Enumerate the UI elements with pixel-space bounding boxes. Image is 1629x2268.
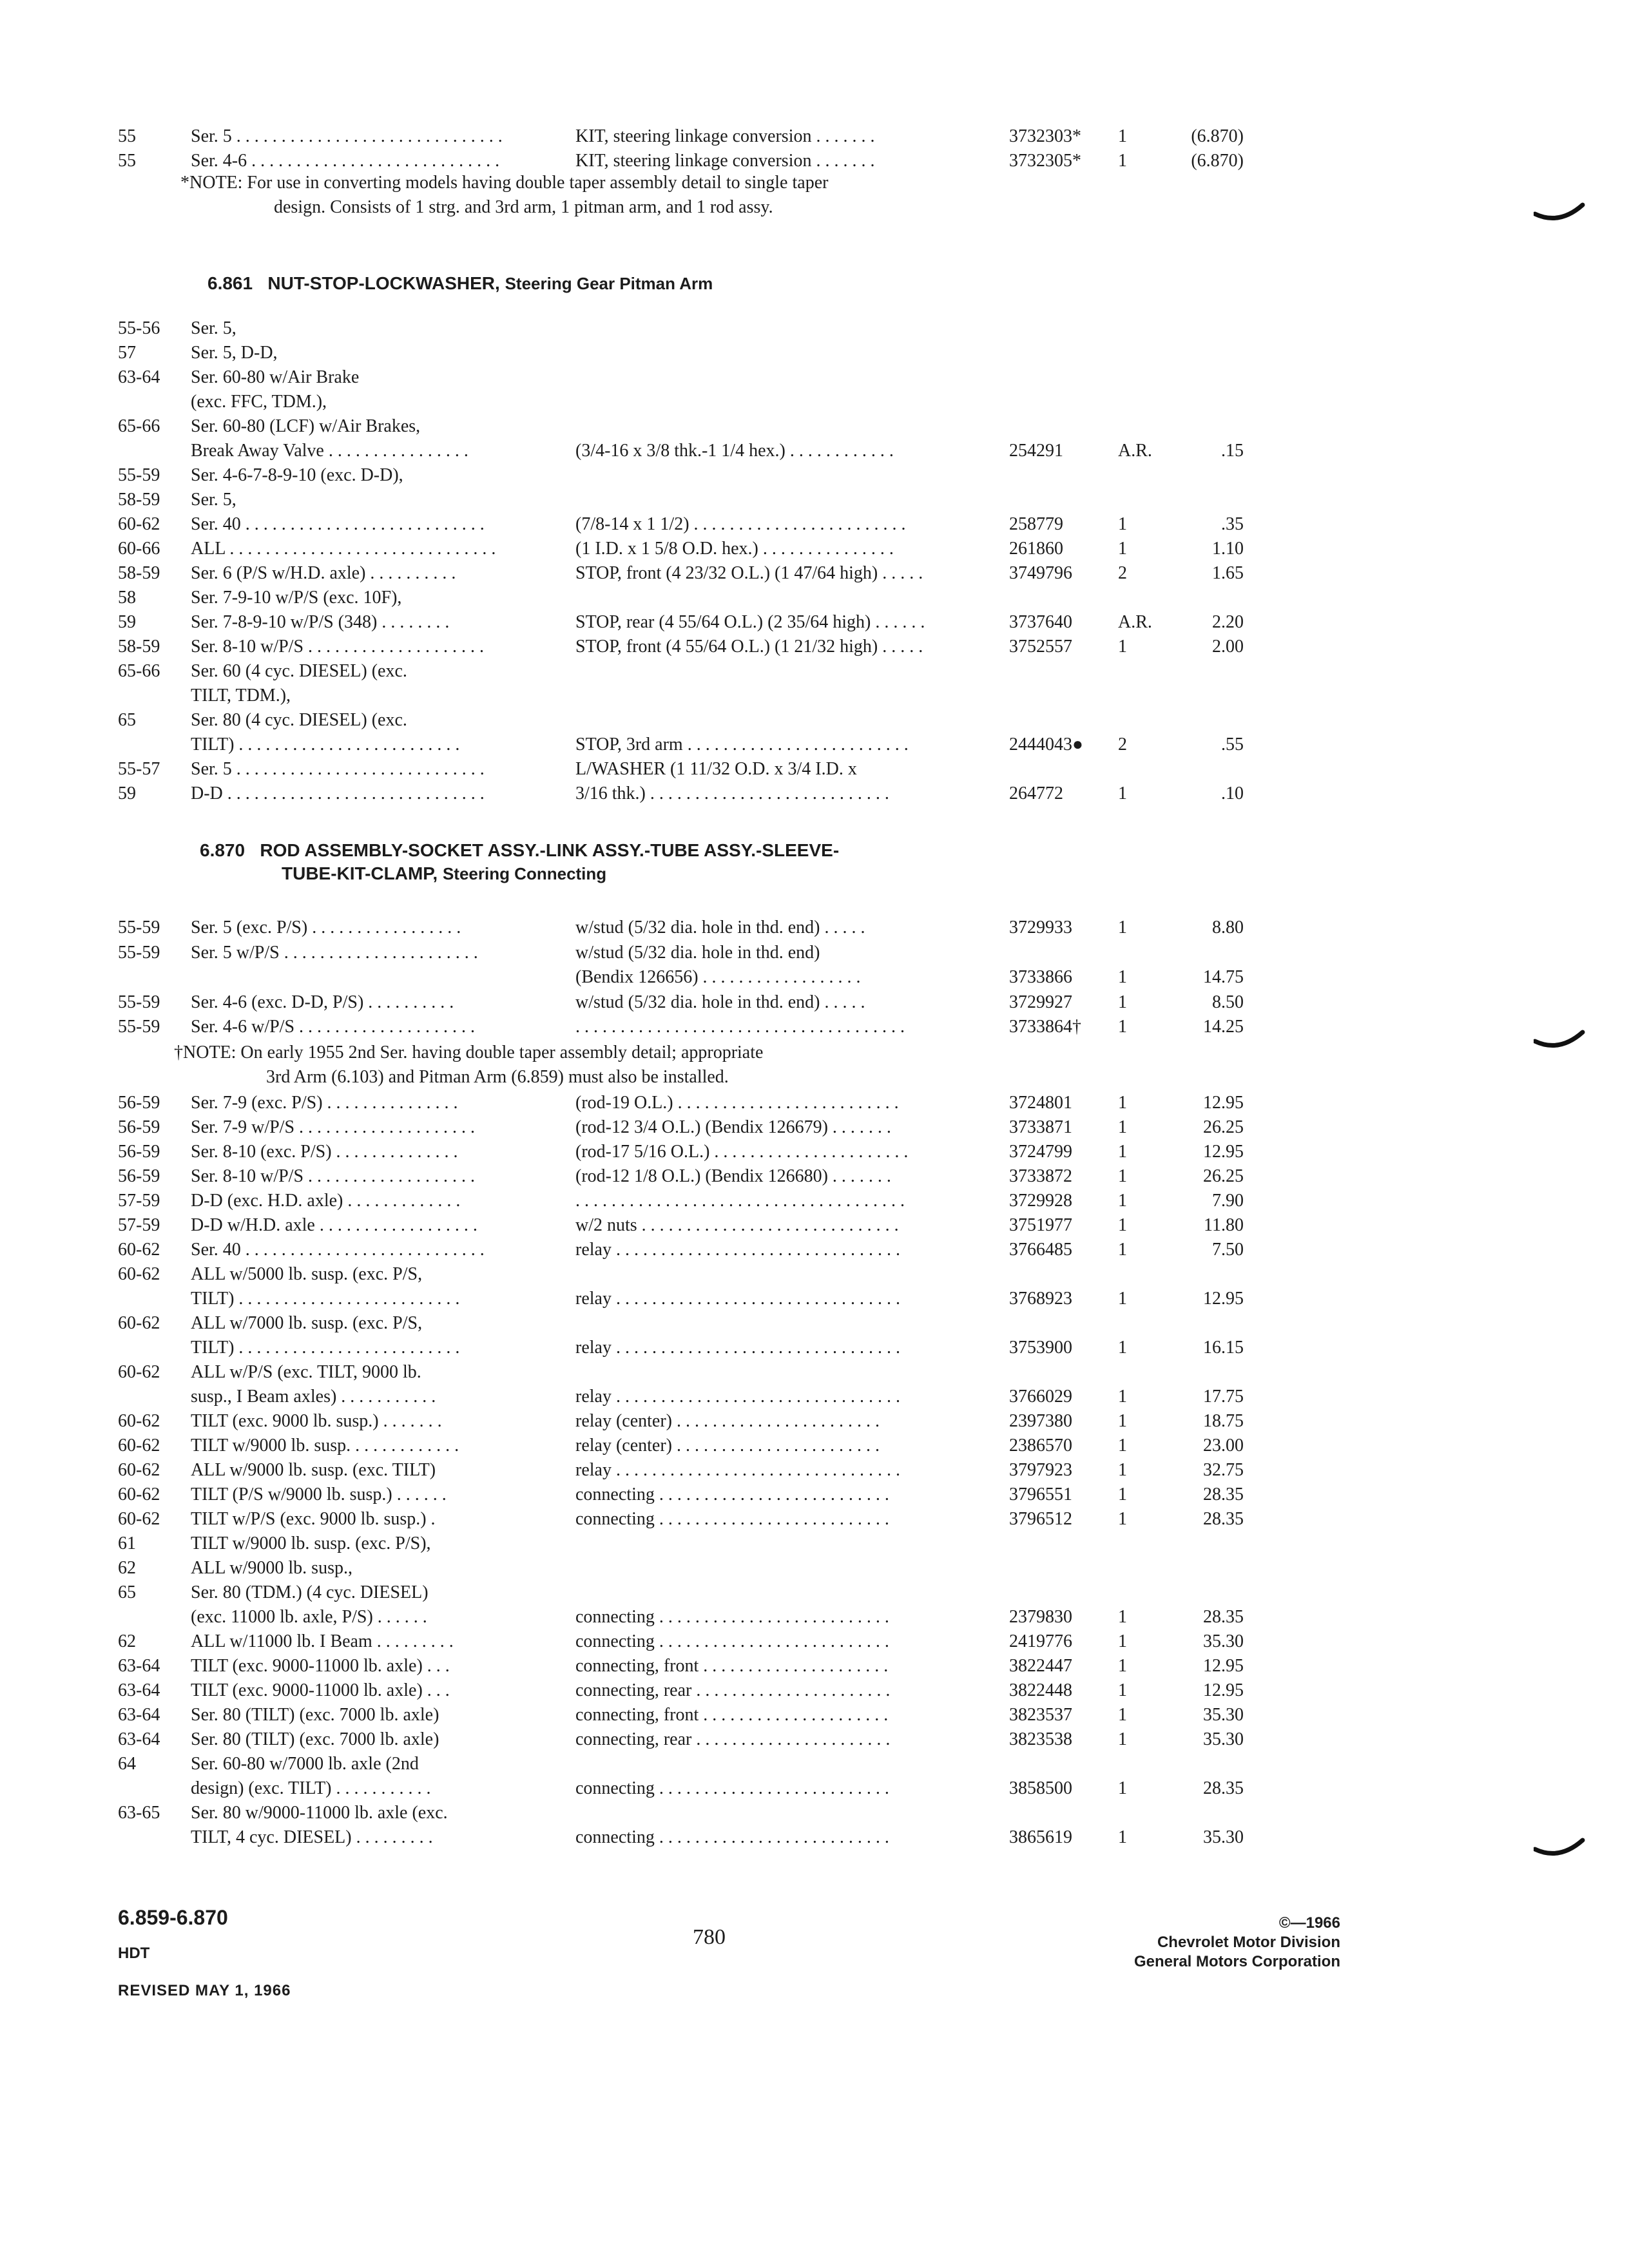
model-cell: Ser. 80 (TDM.) (4 cyc. DIESEL)	[191, 1582, 429, 1602]
item-cell: KIT, steering linkage conversion . . . . . . .	[575, 126, 875, 146]
item-cell: (Bendix 126656) . . . . . . . . . . . . . . . . . .	[575, 967, 861, 987]
part-number-cell: 3822447	[1009, 1656, 1072, 1676]
part-number-cell: 3737640	[1009, 612, 1072, 632]
item-cell: . . . . . . . . . . . . . . . . . . . . . . . . . . . . . . . . . . . . .	[575, 1191, 905, 1211]
model-cell: Ser. 80 (TILT) (exc. 7000 lb. axle)	[191, 1729, 439, 1749]
item-cell: (rod-17 5/16 O.L.) . . . . . . . . . . . . . . . . . . . . . .	[575, 1142, 909, 1162]
part-number-cell: 3751977	[1009, 1215, 1072, 1235]
year-cell: 60-62	[118, 1362, 160, 1382]
price-cell: 17.75	[1203, 1387, 1244, 1407]
quantity-cell: 1	[1118, 1240, 1127, 1260]
section-6870-title: ROD ASSEMBLY-SOCKET ASSY.-LINK ASSY.-TUBE ASSY.-SLEEVE-	[260, 840, 840, 860]
quantity-cell: 1	[1118, 1411, 1127, 1431]
item-cell: connecting . . . . . . . . . . . . . . . . . . . . . . . . . .	[575, 1509, 889, 1529]
price-cell: 7.50	[1212, 1240, 1244, 1260]
model-cell: Ser. 60-80 w/7000 lb. axle (2nd	[191, 1754, 419, 1774]
quantity-cell: 1	[1118, 1680, 1127, 1700]
part-number-cell: 2419776	[1009, 1631, 1072, 1651]
price-cell: 2.00	[1212, 637, 1244, 657]
model-cell: ALL w/7000 lb. susp. (exc. P/S,	[191, 1313, 423, 1333]
price-cell: 1.65	[1212, 563, 1244, 583]
quantity-cell: 1	[1118, 1093, 1127, 1113]
footer-revised: REVISED MAY 1, 1966	[118, 1982, 291, 1999]
model-cell: Ser. 4-6 w/P/S . . . . . . . . . . . . . . . . . . . .	[191, 1017, 476, 1037]
quantity-cell: 2	[1118, 735, 1127, 754]
model-cell: TILT) . . . . . . . . . . . . . . . . . . . . . . . . .	[191, 1338, 460, 1358]
year-cell: 56-59	[118, 1117, 160, 1137]
part-number-cell: 2444043●	[1009, 735, 1083, 754]
price-cell: 28.35	[1203, 1509, 1244, 1529]
item-cell: connecting . . . . . . . . . . . . . . . . . . . . . . . . . .	[575, 1485, 889, 1504]
price-cell: 7.90	[1212, 1191, 1244, 1211]
year-cell: 59	[118, 612, 136, 632]
model-cell: (exc. FFC, TDM.),	[191, 392, 327, 412]
part-number-cell: 3729927	[1009, 992, 1072, 1012]
quantity-cell: 1	[1118, 1509, 1127, 1529]
footer-series: HDT	[118, 1945, 150, 1962]
model-cell: TILT) . . . . . . . . . . . . . . . . . . . . . . . . .	[191, 735, 460, 754]
model-cell: Ser. 8-10 (exc. P/S) . . . . . . . . . . . . . .	[191, 1142, 458, 1162]
price-cell: 26.25	[1203, 1117, 1244, 1137]
price-cell: 16.15	[1203, 1338, 1244, 1358]
year-cell: 63-64	[118, 1680, 160, 1700]
item-cell: relay . . . . . . . . . . . . . . . . . . . . . . . . . . . . . . . .	[575, 1387, 900, 1407]
quantity-cell: 1	[1118, 918, 1127, 937]
year-cell: 61	[118, 1533, 136, 1553]
price-cell: 23.00	[1203, 1436, 1244, 1456]
quantity-cell: 1	[1118, 1017, 1127, 1037]
quantity-cell: 1	[1118, 1778, 1127, 1798]
model-cell: D-D (exc. H.D. axle) . . . . . . . . . . . . .	[191, 1191, 461, 1211]
section-6861-heading	[207, 272, 713, 295]
model-cell: ALL w/11000 lb. I Beam . . . . . . . . .	[191, 1631, 454, 1651]
part-number-cell: 264772	[1009, 783, 1063, 803]
price-cell: 14.75	[1203, 967, 1244, 987]
part-number-cell: 3766485	[1009, 1240, 1072, 1260]
model-cell: TILT (exc. 9000-11000 lb. axle) . . .	[191, 1680, 450, 1700]
item-cell: w/2 nuts . . . . . . . . . . . . . . . . . . . . . . . . . . . . .	[575, 1215, 899, 1235]
item-cell: relay (center) . . . . . . . . . . . . . . . . . . . . . . .	[575, 1411, 880, 1431]
item-cell: . . . . . . . . . . . . . . . . . . . . . . . . . . . . . . . . . . . . .	[575, 1017, 905, 1037]
model-cell: ALL w/5000 lb. susp. (exc. P/S,	[191, 1264, 423, 1284]
item-cell: L/WASHER (1 11/32 O.D. x 3/4 I.D. x	[575, 759, 857, 779]
model-cell: Ser. 5,	[191, 318, 236, 338]
model-cell: Ser. 40 . . . . . . . . . . . . . . . . . . . . . . . . . . .	[191, 514, 485, 534]
kit-note-line-2: design. Consists of 1 strg. and 3rd arm, 1 pitman arm, and 1 rod assy.	[274, 197, 773, 217]
model-cell: Ser. 6 (P/S w/H.D. axle) . . . . . . . . . .	[191, 563, 456, 583]
section-6870-heading-line-2	[282, 862, 606, 885]
year-cell: 55	[118, 126, 136, 146]
part-number-cell: 3858500	[1009, 1778, 1072, 1798]
item-cell: (3/4-16 x 3/8 thk.-1 1/4 hex.) . . . . . . . . . . . .	[575, 441, 894, 461]
price-cell: .35	[1221, 514, 1244, 534]
item-cell: (rod-19 O.L.) . . . . . . . . . . . . . . . . . . . . . . . . .	[575, 1093, 899, 1113]
quantity-cell: 1	[1118, 1289, 1127, 1309]
year-cell: 60-62	[118, 1240, 160, 1260]
item-cell: (rod-12 1/8 O.L.) (Bendix 126680) . . . . . . .	[575, 1166, 891, 1186]
model-cell: ALL w/9000 lb. susp. (exc. TILT)	[191, 1460, 436, 1480]
price-cell: .55	[1221, 735, 1244, 754]
quantity-cell: 1	[1118, 1485, 1127, 1504]
year-cell: 63-64	[118, 1656, 160, 1676]
model-cell: susp., I Beam axles) . . . . . . . . . . .	[191, 1387, 436, 1407]
part-number-cell: 3768923	[1009, 1289, 1072, 1309]
quantity-cell: 1	[1118, 539, 1127, 559]
quantity-cell: 1	[1118, 514, 1127, 534]
year-cell: 60-62	[118, 1485, 160, 1504]
section-6870-number: 6.870	[200, 840, 246, 860]
item-cell: relay . . . . . . . . . . . . . . . . . . . . . . . . . . . . . . . .	[575, 1338, 900, 1358]
year-cell: 60-62	[118, 1411, 160, 1431]
quantity-cell: 1	[1118, 1387, 1127, 1407]
model-cell: TILT w/P/S (exc. 9000 lb. susp.) .	[191, 1509, 436, 1529]
part-number-cell: 3729933	[1009, 918, 1072, 937]
price-cell: 28.35	[1203, 1607, 1244, 1627]
price-cell: 8.80	[1212, 918, 1244, 937]
quantity-cell: 1	[1118, 151, 1127, 171]
part-number-cell: 2379830	[1009, 1607, 1072, 1627]
year-cell: 63-65	[118, 1803, 160, 1823]
model-cell: Ser. 7-8-9-10 w/P/S (348) . . . . . . . .	[191, 612, 450, 632]
year-cell: 56-59	[118, 1142, 160, 1162]
page-number: 780	[693, 1925, 726, 1949]
item-cell: connecting . . . . . . . . . . . . . . . . . . . . . . . . . .	[575, 1631, 889, 1651]
year-cell: 60-62	[118, 1436, 160, 1456]
price-cell: .10	[1221, 783, 1244, 803]
quantity-cell: 1	[1118, 1166, 1127, 1186]
model-cell: Ser. 5 . . . . . . . . . . . . . . . . . . . . . . . . . . . .	[191, 759, 485, 779]
part-number-cell: 261860	[1009, 539, 1063, 559]
price-cell: 35.30	[1203, 1827, 1244, 1847]
part-number-cell: 3729928	[1009, 1191, 1072, 1211]
part-number-cell: 3724801	[1009, 1093, 1072, 1113]
year-cell: 57-59	[118, 1215, 160, 1235]
year-cell: 60-62	[118, 1509, 160, 1529]
part-number-cell: 3732305*	[1009, 151, 1081, 171]
model-cell: Ser. 8-10 w/P/S . . . . . . . . . . . . . . . . . . .	[191, 1166, 476, 1186]
quantity-cell: 2	[1118, 563, 1127, 583]
part-number-cell: 254291	[1009, 441, 1063, 461]
item-cell: connecting, front . . . . . . . . . . . . . . . . . . . . .	[575, 1705, 889, 1725]
year-cell: 55-59	[118, 918, 160, 937]
model-cell: TILT, 4 cyc. DIESEL) . . . . . . . . .	[191, 1827, 433, 1847]
part-number-cell: 258779	[1009, 514, 1063, 534]
rod-note-line-1: †NOTE: On early 1955 2nd Ser. having double taper assembly detail; appropriate	[174, 1043, 764, 1062]
year-cell: 64	[118, 1754, 136, 1774]
model-cell: Break Away Valve . . . . . . . . . . . . . . . .	[191, 441, 468, 461]
quantity-cell: 1	[1118, 1827, 1127, 1847]
model-cell: Ser. 60-80 (LCF) w/Air Brakes,	[191, 416, 421, 436]
kit-note-line-1: *NOTE: For use in converting models having double taper assembly detail to single taper	[180, 173, 829, 193]
year-cell: 58-59	[118, 490, 160, 510]
scan-mark-icon	[1534, 1836, 1585, 1862]
model-cell: Ser. 5 . . . . . . . . . . . . . . . . . . . . . . . . . . . . . .	[191, 126, 503, 146]
part-number-cell: 3733871	[1009, 1117, 1072, 1137]
model-cell: TILT) . . . . . . . . . . . . . . . . . . . . . . . . .	[191, 1289, 460, 1309]
price-cell: 12.95	[1203, 1289, 1244, 1309]
year-cell: 56-59	[118, 1166, 160, 1186]
model-cell: Ser. 7-9 w/P/S . . . . . . . . . . . . . . . . . . . .	[191, 1117, 476, 1137]
item-cell: KIT, steering linkage conversion . . . . . . .	[575, 151, 875, 171]
year-cell: 60-62	[118, 1264, 160, 1284]
price-cell: 28.35	[1203, 1778, 1244, 1798]
part-number-cell: 3766029	[1009, 1387, 1072, 1407]
section-6861-subtitle: Steering Gear Pitman Arm	[505, 274, 713, 293]
quantity-cell: 1	[1118, 1631, 1127, 1651]
price-cell: (6.870)	[1191, 151, 1244, 171]
model-cell: Ser. 4-6 . . . . . . . . . . . . . . . . . . . . . . . . . . . .	[191, 151, 500, 171]
model-cell: Ser. 80 (4 cyc. DIESEL) (exc.	[191, 710, 407, 730]
item-cell: w/stud (5/32 dia. hole in thd. end)	[575, 942, 820, 963]
price-cell: 12.95	[1203, 1142, 1244, 1162]
part-number-cell: 3733866	[1009, 967, 1072, 987]
item-cell: 3/16 thk.) . . . . . . . . . . . . . . . . . . . . . . . . . . .	[575, 783, 889, 803]
item-cell: STOP, front (4 55/64 O.L.) (1 21/32 high) . . . . .	[575, 637, 923, 657]
price-cell: 35.30	[1203, 1705, 1244, 1725]
year-cell: 55-59	[118, 465, 160, 485]
part-number-cell: 3796551	[1009, 1485, 1072, 1504]
item-cell: relay (center) . . . . . . . . . . . . . . . . . . . . . . .	[575, 1436, 880, 1456]
quantity-cell: A.R.	[1118, 612, 1152, 632]
item-cell: relay . . . . . . . . . . . . . . . . . . . . . . . . . . . . . . . .	[575, 1240, 900, 1260]
item-cell: connecting, front . . . . . . . . . . . . . . . . . . . . .	[575, 1656, 889, 1676]
price-cell: .15	[1221, 441, 1244, 461]
year-cell: 56-59	[118, 1093, 160, 1113]
year-cell: 57-59	[118, 1191, 160, 1211]
price-cell: 12.95	[1203, 1656, 1244, 1676]
corporation-name: General Motors Corporation	[1133, 1953, 1340, 1970]
year-cell: 58-59	[118, 637, 160, 657]
quantity-cell: 1	[1118, 1656, 1127, 1676]
quantity-cell: 1	[1118, 1215, 1127, 1235]
item-cell: connecting . . . . . . . . . . . . . . . . . . . . . . . . . .	[575, 1607, 889, 1627]
part-number-cell: 3753900	[1009, 1338, 1072, 1358]
quantity-cell: 1	[1118, 1338, 1127, 1358]
part-number-cell: 2386570	[1009, 1436, 1072, 1456]
quantity-cell: 1	[1118, 1436, 1127, 1456]
section-6870-heading	[200, 839, 839, 862]
year-cell: 55	[118, 151, 136, 171]
model-cell: Ser. 7-9 (exc. P/S) . . . . . . . . . . . . . . .	[191, 1093, 458, 1113]
model-cell: Ser. 60-80 w/Air Brake	[191, 367, 360, 387]
item-cell: relay . . . . . . . . . . . . . . . . . . . . . . . . . . . . . . . .	[575, 1289, 900, 1309]
model-cell: TILT, TDM.),	[191, 686, 291, 706]
year-cell: 65	[118, 1582, 136, 1602]
quantity-cell: 1	[1118, 1117, 1127, 1137]
model-cell: ALL w/9000 lb. susp.,	[191, 1558, 352, 1578]
part-number-cell: 3865619	[1009, 1827, 1072, 1847]
model-cell: Ser. 5 w/P/S . . . . . . . . . . . . . . . . . . . . . .	[191, 942, 478, 963]
price-cell: 1.10	[1212, 539, 1244, 559]
model-cell: design) (exc. TILT) . . . . . . . . . . .	[191, 1778, 431, 1798]
model-cell: Ser. 80 (TILT) (exc. 7000 lb. axle)	[191, 1705, 439, 1725]
year-cell: 58-59	[118, 563, 160, 583]
model-cell: D-D w/H.D. axle . . . . . . . . . . . . . . . . . .	[191, 1215, 477, 1235]
year-cell: 60-62	[118, 1460, 160, 1480]
year-cell: 59	[118, 783, 136, 803]
year-cell: 62	[118, 1631, 136, 1651]
model-cell: Ser. 4-6 (exc. D-D, P/S) . . . . . . . . . .	[191, 992, 454, 1012]
model-cell: Ser. 5,	[191, 490, 236, 510]
rod-note-line-2: 3rd Arm (6.103) and Pitman Arm (6.859) must also be installed.	[266, 1067, 729, 1087]
year-cell: 60-62	[118, 514, 160, 534]
item-cell: (7/8-14 x 1 1/2) . . . . . . . . . . . . . . . . . . . . . . . .	[575, 514, 906, 534]
scan-mark-icon	[1534, 1028, 1585, 1054]
year-cell: 55-57	[118, 759, 160, 779]
model-cell: TILT w/9000 lb. susp. . . . . . . . . . . . .	[191, 1436, 459, 1456]
model-cell: Ser. 60 (4 cyc. DIESEL) (exc.	[191, 661, 407, 681]
price-cell: 2.20	[1212, 612, 1244, 632]
quantity-cell: 1	[1118, 1460, 1127, 1480]
model-cell: TILT (P/S w/9000 lb. susp.) . . . . . .	[191, 1485, 447, 1504]
quantity-cell: 1	[1118, 126, 1127, 146]
quantity-cell: 1	[1118, 783, 1127, 803]
quantity-cell: 1	[1118, 637, 1127, 657]
model-cell: ALL . . . . . . . . . . . . . . . . . . . . . . . . . . . . . .	[191, 539, 496, 559]
part-number-cell: 3724799	[1009, 1142, 1072, 1162]
section-6861-title: NUT-STOP-LOCKWASHER,	[267, 273, 500, 293]
price-cell: 11.80	[1204, 1215, 1244, 1235]
footer-section-range: 6.859-6.870	[118, 1906, 228, 1929]
year-cell: 55-56	[118, 318, 160, 338]
quantity-cell: 1	[1118, 1142, 1127, 1162]
item-cell: STOP, rear (4 55/64 O.L.) (2 35/64 high) . . . . . .	[575, 612, 925, 632]
part-number-cell: 3823537	[1009, 1705, 1072, 1725]
year-cell: 55-59	[118, 992, 160, 1012]
part-number-cell: 3823538	[1009, 1729, 1072, 1749]
item-cell: connecting, rear . . . . . . . . . . . . . . . . . . . . . .	[575, 1729, 891, 1749]
year-cell: 63-64	[118, 367, 160, 387]
model-cell: Ser. 5 (exc. P/S) . . . . . . . . . . . . . . . . .	[191, 918, 461, 937]
section-6870-subtitle: Steering Connecting	[442, 864, 607, 883]
year-cell: 65-66	[118, 416, 160, 436]
part-number-cell: 3733864†	[1009, 1017, 1081, 1037]
model-cell: Ser. 8-10 w/P/S . . . . . . . . . . . . . . . . . . . .	[191, 637, 485, 657]
item-cell: w/stud (5/32 dia. hole in thd. end) . . . . .	[575, 918, 865, 937]
model-cell: Ser. 4-6-7-8-9-10 (exc. D-D),	[191, 465, 403, 485]
model-cell: TILT (exc. 9000-11000 lb. axle) . . .	[191, 1656, 450, 1676]
item-cell: connecting, rear . . . . . . . . . . . . . . . . . . . . . .	[575, 1680, 891, 1700]
quantity-cell: 1	[1118, 1729, 1127, 1749]
year-cell: 63-64	[118, 1705, 160, 1725]
model-cell: Ser. 7-9-10 w/P/S (exc. 10F),	[191, 588, 402, 608]
model-cell: TILT (exc. 9000 lb. susp.) . . . . . . .	[191, 1411, 442, 1431]
item-cell: w/stud (5/32 dia. hole in thd. end) . . . . .	[575, 992, 865, 1012]
item-cell: STOP, 3rd arm . . . . . . . . . . . . . . . . . . . . . . . . .	[575, 735, 909, 754]
price-cell: 18.75	[1203, 1411, 1244, 1431]
quantity-cell: 1	[1118, 967, 1127, 987]
item-cell: connecting . . . . . . . . . . . . . . . . . . . . . . . . . .	[575, 1827, 889, 1847]
part-number-cell: 3732303*	[1009, 126, 1081, 146]
quantity-cell: 1	[1118, 992, 1127, 1012]
division-name: Chevrolet Motor Division	[1157, 1934, 1340, 1951]
model-cell: Ser. 40 . . . . . . . . . . . . . . . . . . . . . . . . . . .	[191, 1240, 485, 1260]
item-cell: relay . . . . . . . . . . . . . . . . . . . . . . . . . . . . . . . .	[575, 1460, 900, 1480]
quantity-cell: 1	[1118, 1607, 1127, 1627]
item-cell: (1 I.D. x 1 5/8 O.D. hex.) . . . . . . . . . . . . . . .	[575, 539, 894, 559]
part-number-cell: 3752557	[1009, 637, 1072, 657]
year-cell: 57	[118, 343, 136, 363]
price-cell: 32.75	[1203, 1460, 1244, 1480]
price-cell: 12.95	[1203, 1680, 1244, 1700]
model-cell: ALL w/P/S (exc. TILT, 9000 lb.	[191, 1362, 421, 1382]
year-cell: 55-59	[118, 942, 160, 963]
copyright: ©—1966	[1278, 1914, 1340, 1932]
item-cell: connecting . . . . . . . . . . . . . . . . . . . . . . . . . .	[575, 1778, 889, 1798]
quantity-cell: 1	[1118, 1705, 1127, 1725]
price-cell: 14.25	[1203, 1017, 1244, 1037]
model-cell: D-D . . . . . . . . . . . . . . . . . . . . . . . . . . . . .	[191, 783, 485, 803]
year-cell: 60-66	[118, 539, 160, 559]
model-cell: TILT w/9000 lb. susp. (exc. P/S),	[191, 1533, 431, 1553]
price-cell: 35.30	[1203, 1631, 1244, 1651]
model-cell: Ser. 5, D-D,	[191, 343, 278, 363]
item-cell: STOP, front (4 23/32 O.L.) (1 47/64 high) . . . . .	[575, 563, 923, 583]
year-cell: 65-66	[118, 661, 160, 681]
part-number-cell: 3796512	[1009, 1509, 1072, 1529]
quantity-cell: A.R.	[1118, 441, 1152, 461]
year-cell: 63-64	[118, 1729, 160, 1749]
footer-publisher	[1134, 1914, 1340, 1972]
part-number-cell: 2397380	[1009, 1411, 1072, 1431]
price-cell: 35.30	[1203, 1729, 1244, 1749]
year-cell: 60-62	[118, 1313, 160, 1333]
price-cell: 12.95	[1203, 1093, 1244, 1113]
scan-mark-icon	[1534, 201, 1585, 227]
section-6861-number: 6.861	[207, 273, 253, 293]
item-cell: (rod-12 3/4 O.L.) (Bendix 126679) . . . . . . .	[575, 1117, 891, 1137]
part-number-cell: 3749796	[1009, 563, 1072, 583]
year-cell: 65	[118, 710, 136, 730]
price-cell: (6.870)	[1191, 126, 1244, 146]
year-cell: 58	[118, 588, 136, 608]
price-cell: 28.35	[1203, 1485, 1244, 1504]
price-cell: 8.50	[1212, 992, 1244, 1012]
model-cell: (exc. 11000 lb. axle, P/S) . . . . . .	[191, 1607, 427, 1627]
price-cell: 26.25	[1203, 1166, 1244, 1186]
year-cell: 62	[118, 1558, 136, 1578]
year-cell: 55-59	[118, 1017, 160, 1037]
part-number-cell: 3797923	[1009, 1460, 1072, 1480]
part-number-cell: 3733872	[1009, 1166, 1072, 1186]
quantity-cell: 1	[1118, 1191, 1127, 1211]
model-cell: Ser. 80 w/9000-11000 lb. axle (exc.	[191, 1803, 448, 1823]
part-number-cell: 3822448	[1009, 1680, 1072, 1700]
section-6870-title-2: TUBE-KIT-CLAMP,	[282, 863, 438, 883]
